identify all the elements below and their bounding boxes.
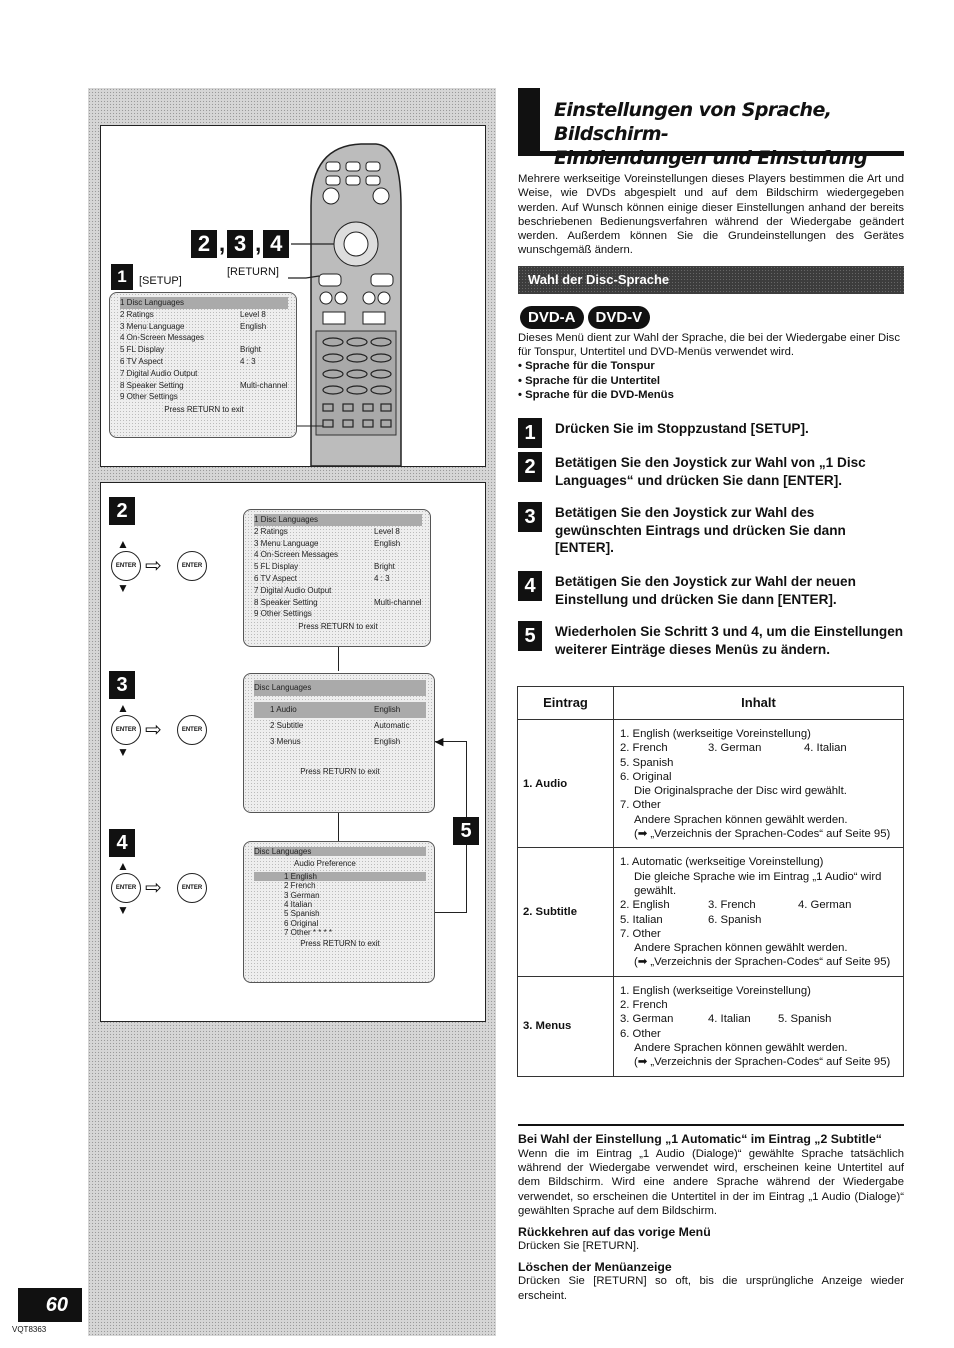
bullet-item: • Sprache für die Tonspur (518, 360, 655, 373)
entry-content: 1. English (werkseitige Voreinstellung) 2. French 3. German 4. Italian 5. Spanish 6. Other Andere Sprachen können gewählt werden. (➡ „Verzeichnis der Sprachen-Codes“ auf Seite 95) (614, 976, 904, 1076)
menu-item: 5 FL Display Bright (120, 345, 261, 355)
joystick-icon: ENTER (111, 715, 141, 745)
dvd-audio-badge: DVD-A (520, 306, 584, 329)
menu-item: 4 On-Screen Messages (120, 333, 205, 343)
table-header-row (518, 687, 904, 720)
section-heading: Wahl der Disc-Sprache (518, 266, 904, 294)
step-number: 1 (518, 418, 542, 448)
document-code: VQT8363 (12, 1325, 47, 1334)
steps-panel (100, 482, 486, 1022)
menu-footer: Press RETURN to exit (300, 938, 380, 948)
page-title-line-2: Einblendungen und Einstufung (554, 147, 868, 169)
menu-header: Disc Languages (254, 847, 426, 856)
remote-panel (100, 125, 486, 467)
step-1 (518, 418, 904, 448)
arrow-right-icon: ⇨ (145, 877, 162, 899)
menu-footer: Press RETURN to exit (300, 767, 380, 776)
callout-step-2: 2 (191, 230, 217, 258)
joystick-press-icon: ENTER (177, 715, 207, 745)
illustration-step-2: 2 (109, 497, 135, 525)
table-row (518, 720, 904, 848)
menu-header: Disc Languages (254, 680, 426, 696)
menu-item: 3 Menu Language English (120, 321, 267, 331)
joystick-press-icon: ENTER (177, 873, 207, 903)
bullet-item: • Sprache für die Untertitel (518, 374, 661, 387)
flow-connector (338, 813, 339, 841)
step-5 (518, 621, 904, 658)
joystick-up-arrow: ▲ (117, 701, 129, 715)
menu-footer: Press RETURN to exit (298, 622, 378, 632)
menu-item: 4 Italian (284, 900, 313, 910)
audio-preference-screen (243, 841, 435, 983)
menu-item: 7 Digital Audio Output (120, 368, 198, 378)
setup-menu-screen (109, 292, 297, 438)
joystick-up-arrow: ▲ (117, 859, 129, 873)
intro-paragraph: Mehrere werkseitige Voreinstellungen dieses Players bestimmen die Art und Weise, wie DVDs abgespielt und auf dem Bildschirm wiedergegeben werden. Auf Wunsch können einige dieser Einstellungen anhand der bereits beschriebenen Bedienungsverfahren während der Wiedergabe geändert werden. Außerdem können Sie die Grundeinstellungen des Gerätes wunschgemäß ändern. (518, 173, 904, 257)
menu-item: 5 Spanish (284, 909, 320, 919)
note-body: Drücken Sie [RETURN] so oft, bis die ursprüngliche Anzeige wieder erscheint. (518, 1275, 904, 1302)
column-header-entry: Eintrag (518, 687, 614, 720)
joystick-icon: ENTER (111, 873, 141, 903)
step-text: Wiederholen Sie Schritt 3 und 4, um die Einstellungen weiterer Einträge dieses Menüs zu ändern. (555, 624, 904, 657)
step-number: 4 (518, 571, 542, 601)
entry-content: 1. English (werkseitige Voreinstellung) 2. French 3. German 4. Italian 5. Spanish 6. Original Die Originalsprache der Disc wird gewählt. 7. Other Andere Sprachen können gewählt werden. (➡ „Verzeichnis der Sprachen-Codes“ auf Seite 95) (614, 720, 904, 848)
illustration-step-3: 3 (109, 671, 135, 699)
setup-menu-screen-step2 (243, 509, 431, 647)
dvd-video-badge: DVD-V (588, 306, 651, 329)
joystick-down-arrow: ▼ (117, 745, 129, 759)
arrow-right-icon: ⇨ (145, 555, 162, 577)
disc-languages-screen (243, 673, 435, 813)
menu-item: 3 Menu Language English (254, 538, 401, 548)
illustration-step-4: 4 (109, 829, 135, 857)
bullet-item: • Sprache für die DVD-Menüs (518, 388, 674, 401)
menu-item: 9 Other Settings (254, 609, 312, 619)
entry-name: 3. Menus (518, 976, 614, 1076)
menu-item: 6 TV Aspect 4 : 3 (254, 573, 390, 583)
step-text: Betätigen Sie den Joystick zur Wahl des gewünschten Eintrags und drücken Sie dann [ENTER]. (555, 505, 846, 555)
menu-subheader: Audio Preference (294, 859, 356, 869)
step-number: 2 (518, 452, 542, 482)
title-bar-accent (518, 88, 540, 151)
menu-item: 8 Speaker Setting Multi-channel (120, 380, 288, 390)
menu-item: 9 Other Settings (120, 392, 178, 402)
page-number: 60 (18, 1288, 82, 1322)
page-title-line-1: Einstellungen von Sprache, Bildschirm- (554, 99, 832, 145)
note-heading: Bei Wahl der Einstellung „1 Automatic“ im Eintrag „2 Subtitle“ (518, 1132, 882, 1146)
setup-button-label: [SETUP] (139, 275, 182, 287)
joystick-down-arrow: ▼ (117, 903, 129, 917)
menu-item: 3 German (284, 890, 320, 900)
note-body: Drücken Sie [RETURN]. (518, 1240, 640, 1253)
callout-step-3: 3 (227, 230, 253, 258)
step-text: Betätigen Sie den Joystick zur Wahl der neuen Einstellung und drücken Sie dann [ENTER]. (555, 574, 856, 607)
menu-item: 4 On-Screen Messages (254, 550, 339, 560)
step-number: 3 (518, 502, 542, 532)
flow-connector (338, 647, 339, 671)
menu-footer: Press RETURN to exit (164, 405, 244, 415)
note-heading: Rückkehren auf das vorige Menü (518, 1224, 711, 1239)
table-row (518, 976, 904, 1076)
menu-item: 7 Other * * * * (284, 928, 333, 938)
menu-item: 2 Ratings Level 8 (254, 526, 400, 536)
joystick-down-arrow: ▼ (117, 581, 129, 595)
menu-item: 6 TV Aspect 4 : 3 (120, 356, 256, 366)
menu-item: 1 English (254, 872, 426, 881)
entry-name: 2. Subtitle (518, 848, 614, 976)
callout-step-numbers: 2 , 3 , 4 (191, 230, 289, 258)
menu-item: 2 Subtitle Automatic (270, 721, 410, 730)
setup-callout (111, 264, 182, 290)
page-title-block (518, 88, 904, 169)
joystick-icon: ENTER (111, 551, 141, 581)
column-header-content: Inhalt (614, 687, 904, 720)
menu-item: 5 FL Display Bright (254, 562, 395, 572)
joystick-up-arrow: ▲ (117, 537, 129, 551)
section-description: Dieses Menü dient zur Wahl der Sprache, die bei der Wiedergabe einer Disc für Tonspur, Untertitel und DVD-Menüs verwendet wird. • Sprache für die Tonspur • Sprache für die Untertitel • Sprache für die DVD-Menüs (518, 331, 904, 402)
step-4 (518, 571, 904, 608)
menu-item: 1 Disc Languages (120, 297, 288, 309)
illustration-step-5: 5 (453, 817, 479, 845)
step-2 (518, 452, 904, 489)
notes-section (518, 1124, 904, 1309)
settings-table (517, 686, 904, 1077)
menu-item: 7 Digital Audio Output (254, 585, 332, 595)
menu-item: 1 Audio English (254, 702, 426, 718)
menu-item: 3 Menus English (270, 737, 401, 746)
menu-item: 8 Speaker Setting Multi-channel (254, 597, 422, 607)
step-text: Drücken Sie im Stoppzustand [SETUP]. (555, 421, 809, 436)
step-3 (518, 502, 904, 557)
callout-step-1: 1 (111, 264, 133, 290)
menu-item: 6 Original (284, 918, 319, 928)
entry-content: 1. Automatic (werkseitige Voreinstellung) Die gleiche Sprache wie im Eintrag „1 Audio“ wird gewählt. 2. English 3. French 4. German 5. Italian 6. Spanish 7. Other Andere Sprachen können gewählt werden. (➡ „Verzeichnis der Sprachen-Codes“ auf Seite 95) (614, 848, 904, 976)
arrow-right-icon: ⇨ (145, 719, 162, 741)
note-body: Wenn die im Eintrag „1 Audio (Dialoge)“ gewählte Sprache tatsächlich während der Wiedergabe verwendet wird, erscheinen keine Untertitel auf dem Bildschirm. Wird eine andere Sprache während der Wiedergabe verwendet, so erscheinen die Untertitel in der im Eintrag „1 Audio (Dialoge)“ gewählten Sprache auf dem Bildschirm. (518, 1147, 904, 1218)
loop-arrowhead: ◀ (435, 736, 444, 748)
callout-step-4: 4 (263, 230, 289, 258)
step-text: Betätigen Sie den Joystick zur Wahl von „1 Disc Languages“ und drücken Sie dann [ENTER]. (555, 455, 866, 488)
joystick-press-icon: ENTER (177, 551, 207, 581)
entry-name: 1. Audio (518, 720, 614, 848)
return-button-label: [RETURN] (227, 266, 279, 278)
step-number: 5 (518, 621, 542, 651)
menu-item: 2 French (284, 881, 316, 891)
page-title (554, 98, 904, 170)
note-heading: Löschen der Menüanzeige (518, 1259, 672, 1274)
menu-item: 1 Disc Languages (254, 514, 422, 526)
table-row (518, 848, 904, 976)
menu-item: 2 Ratings Level 8 (120, 309, 266, 319)
disc-type-badges (520, 306, 650, 329)
